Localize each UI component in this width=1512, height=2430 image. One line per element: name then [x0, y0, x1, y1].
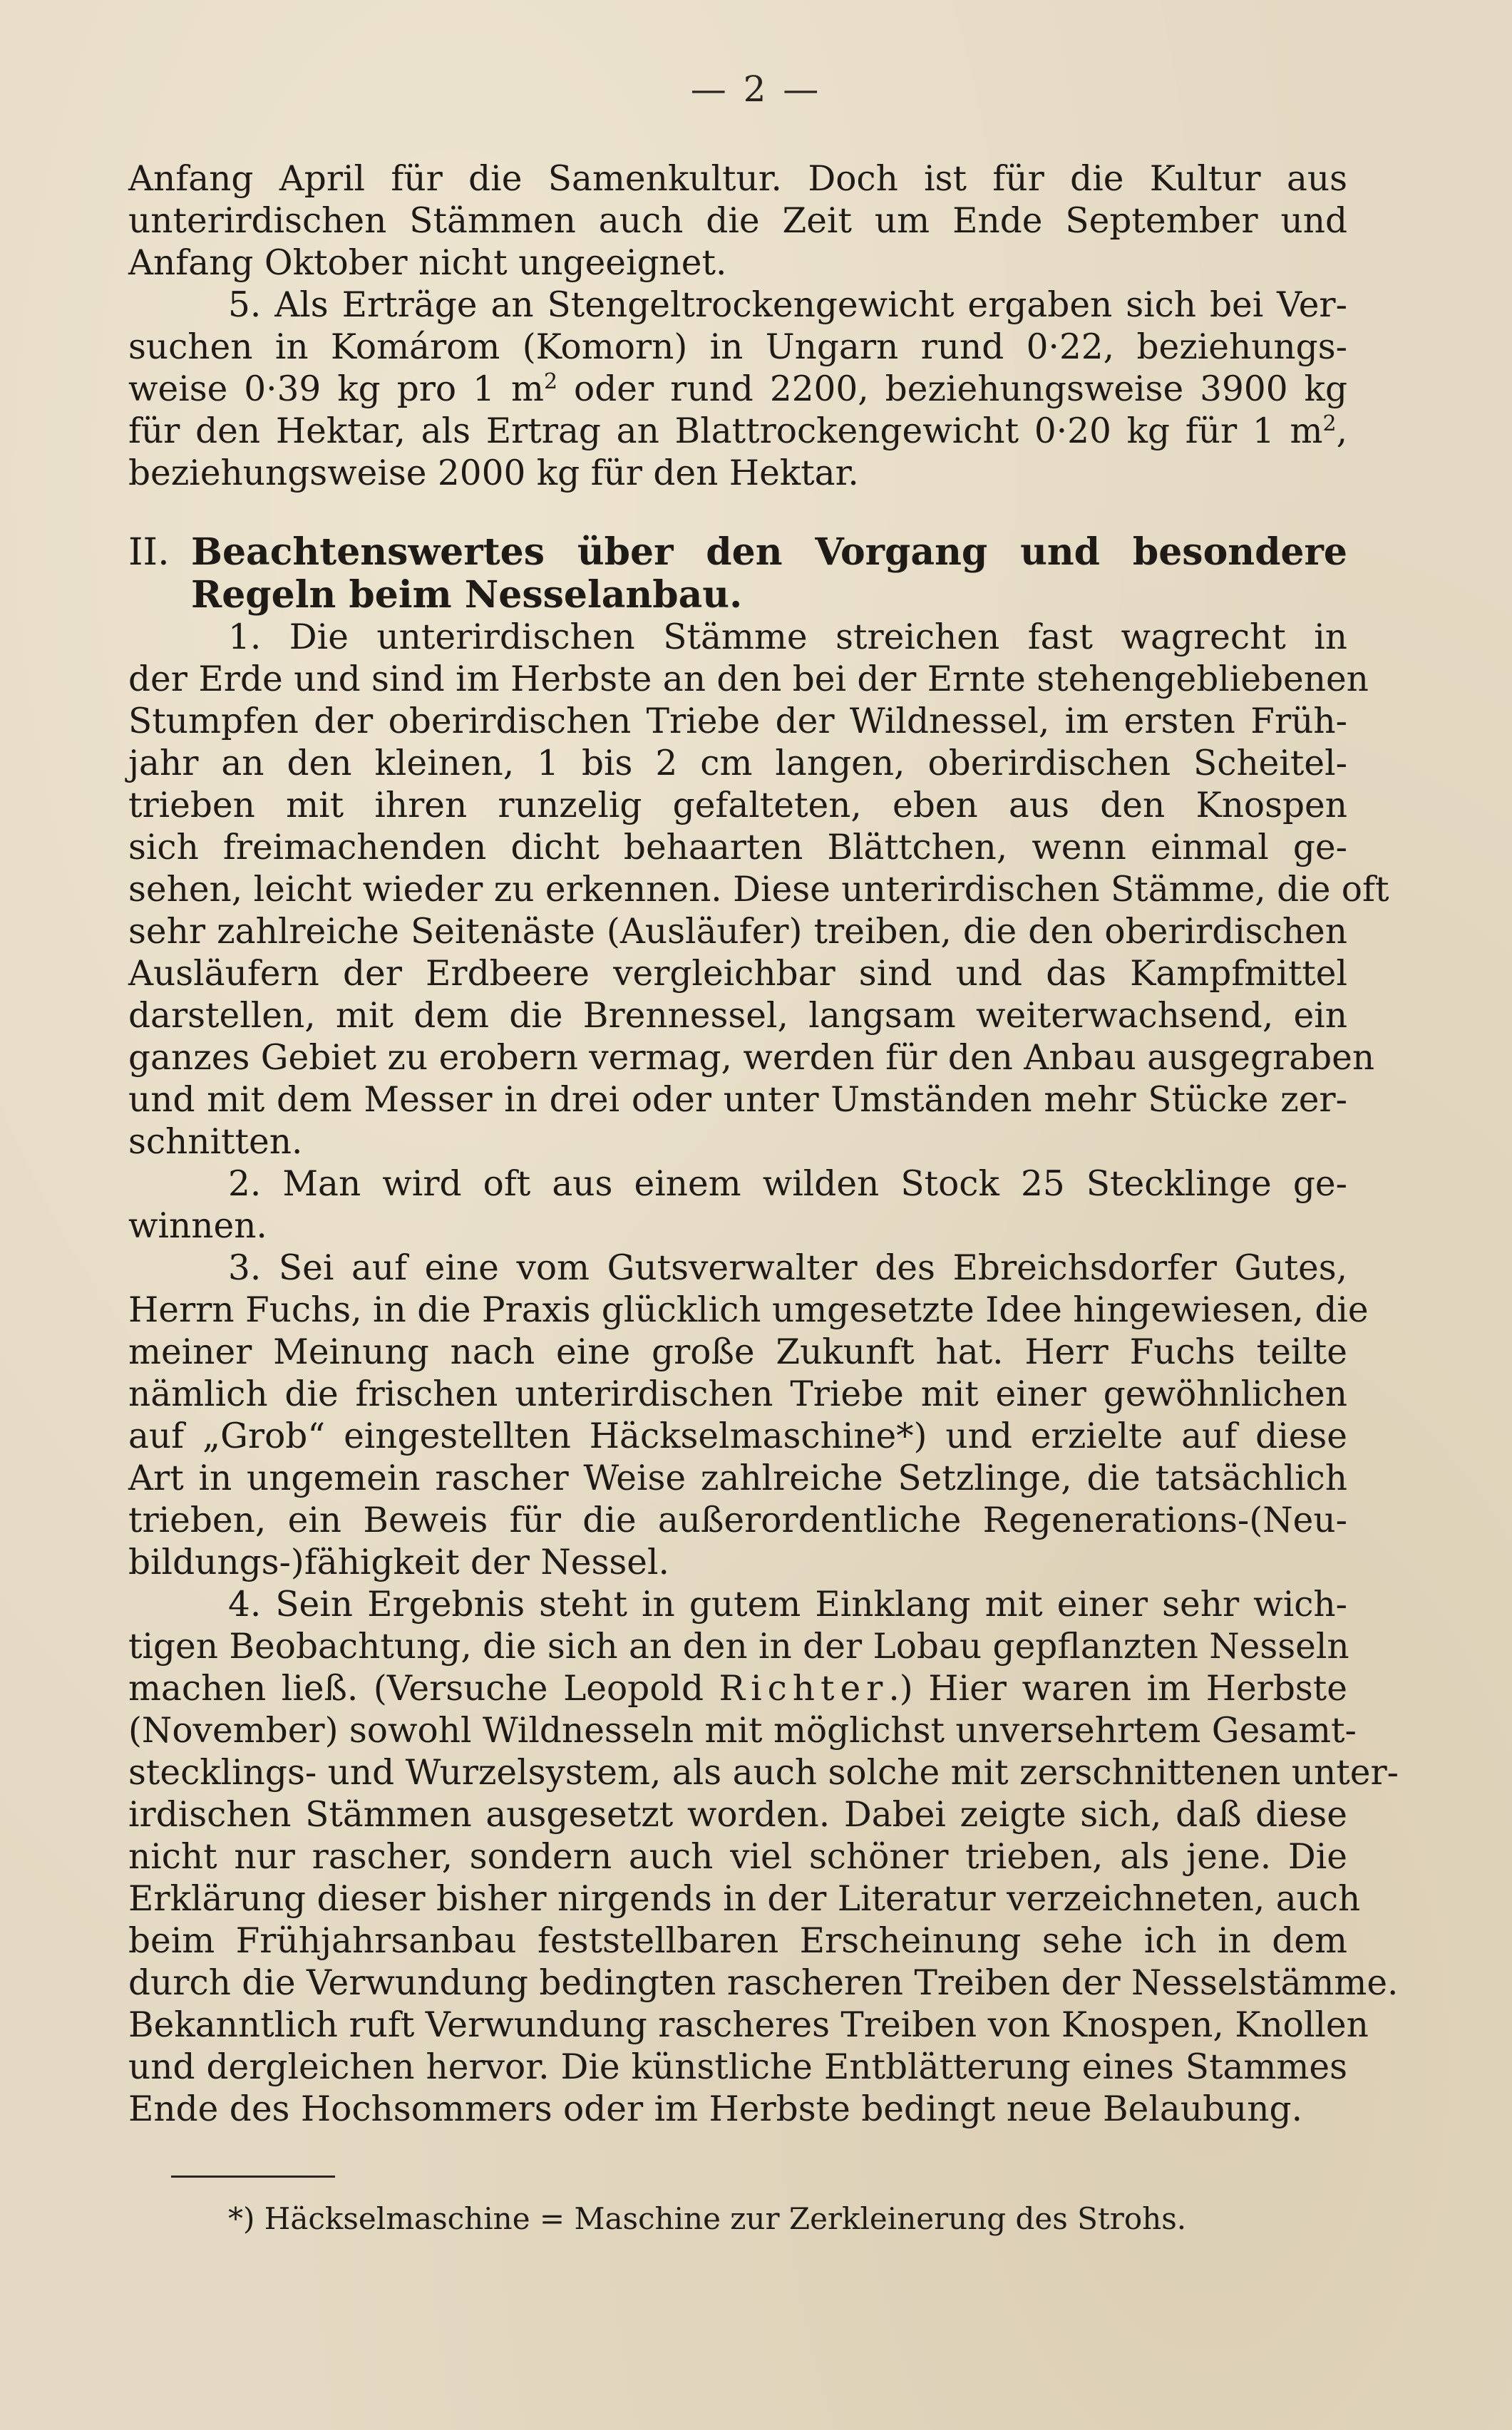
text-line: 4. Sein Ergebnis steht in gutem Einklang mit einer sehr wich-	[228, 1585, 1347, 1625]
text-line: durch die Verwundung bedingten rascheren Treiben der Nesselstämme.	[128, 1963, 1399, 2003]
text-line: Anfang Oktober nicht ungeeignet.	[128, 243, 727, 283]
text-line: beziehungsweise 2000 kg für den Hektar.	[128, 453, 859, 493]
section-number: II.	[128, 531, 170, 574]
footnote-divider	[171, 2176, 335, 2178]
heading-line	[128, 531, 1347, 574]
text-fragment: oder rund 2200, beziehungsweise 3900 kg	[557, 369, 1347, 409]
paragraph-continuation	[128, 158, 1347, 284]
text-line: 3. Sei auf eine vom Gutsverwalter des Ebreichsdorfer Gutes,	[228, 1248, 1347, 1288]
text-line: der Erde und sind im Herbste an den bei der Ernte stehengebliebenen	[128, 659, 1369, 699]
text-line: unterirdischen Stämmen auch die Zeit um Ende September und	[128, 201, 1347, 241]
text-line: beim Frühjahrsanbau feststellbaren Erscheinung sehe ich in dem	[128, 1921, 1347, 1961]
text-line: (November) sowohl Wildnesseln mit möglichst unversehrtem Gesamt-	[128, 1711, 1357, 1751]
text-fragment: machen ließ. (Versuche Leopold	[128, 1669, 719, 1709]
heading-text: Beachtenswertes über den Vorgang und besondere	[191, 530, 1347, 574]
text-line: nicht nur rascher, sondern auch viel schöner trieben, als jene. Die	[128, 1837, 1347, 1877]
text-line: und dergleichen hervor. Die künstliche Entblätterung eines Stammes	[128, 2047, 1347, 2087]
text-line: Stumpfen der oberirdischen Triebe der Wildnessel, im ersten Früh-	[128, 701, 1347, 741]
text-line: darstellen, mit dem die Brennessel, langsam weiterwachsend, ein	[128, 996, 1347, 1036]
text-line: jahr an den kleinen, 1 bis 2 cm langen, oberirdischen Scheitel-	[128, 743, 1347, 783]
text-line: tigen Beobachtung, die sich an den in der Lobau gepflanzten Nesseln	[128, 1627, 1349, 1667]
text-line: Art in ungemein rascher Weise zahlreiche Setzlinge, die tatsächlich	[128, 1458, 1347, 1498]
text-line: ganzes Gebiet zu erobern vermag, werden für den Anbau ausgegraben	[128, 1038, 1375, 1078]
text-line: 5. Als Erträge an Stengeltrockengewicht ergaben sich bei Ver-	[228, 285, 1347, 325]
text-line: Bekanntlich ruft Verwundung rascheres Treiben von Knospen, Knollen	[128, 2005, 1369, 2045]
text-line: meiner Meinung nach eine große Zukunft hat. Herr Fuchs teilte	[128, 1332, 1347, 1372]
text-line	[128, 369, 1347, 411]
superscript: 2	[543, 369, 558, 394]
text-line: sich freimachenden dicht behaarten Blättchen, wenn einmal ge-	[128, 828, 1347, 868]
emphasized-name: Richter	[719, 1669, 889, 1709]
text-line: auf „Grob“ eingestellten Häckselmaschine*) und erzielte auf diese	[128, 1416, 1347, 1456]
text-line: winnen.	[128, 1206, 267, 1246]
top-text-block	[128, 158, 1347, 495]
text-line: trieben, ein Beweis für die außerordentliche Regenerations-(Neu-	[128, 1500, 1347, 1540]
text-line: Herrn Fuchs, in die Praxis glücklich umgesetzte Idee hingewiesen, die	[128, 1290, 1369, 1330]
superscript: 2	[1322, 411, 1337, 436]
text-line: schnitten.	[128, 1122, 303, 1162]
text-line: stecklings- und Wurzelsystem, als auch solche mit zerschnittenen unter-	[128, 1753, 1399, 1793]
text-fragment: ,	[1336, 411, 1347, 451]
paragraph-2	[128, 1163, 1347, 1247]
text-line: Ende des Hochsommers oder im Herbste bedingt neue Belaubung.	[128, 2089, 1302, 2129]
text-line	[128, 411, 1347, 453]
text-line: sehr zahlreiche Seitenäste (Ausläufer) treiben, die den oberirdischen	[128, 912, 1347, 952]
text-line: suchen in Komárom (Komorn) in Ungarn rund 0·22, beziehungs-	[128, 327, 1347, 367]
main-text-block	[128, 530, 1399, 2131]
paragraph-4	[128, 1584, 1399, 2131]
text-line: nämlich die frischen unterirdischen Triebe mit einer gewöhnlichen	[128, 1374, 1347, 1414]
text-line: 1. Die unterirdischen Stämme streichen fast wagrecht in	[228, 617, 1347, 657]
text-line: trieben mit ihren runzelig gefalteten, eben aus den Knospen	[128, 786, 1347, 825]
text-line: Anfang April für die Samenkultur. Doch ist für die Kultur aus	[128, 159, 1347, 199]
text-line: bildungs-)fähigkeit der Nessel.	[128, 1543, 669, 1582]
text-line: Ausläufern der Erdbeere vergleichbar sind und das Kampfmittel	[128, 954, 1347, 994]
paragraph-1	[128, 617, 1389, 1163]
text-fragment: für den Hektar, als Ertrag an Blattrockengewicht 0·20 kg für 1 m	[128, 411, 1323, 451]
text-line: 2. Man wird oft aus einem wilden Stock 25 Stecklinge ge-	[228, 1164, 1347, 1204]
text-line	[128, 1668, 1347, 1710]
text-line: Erklärung dieser bisher nirgends in der Literatur verzeichneten, auch	[128, 1879, 1361, 1919]
text-fragment: .) Hier waren im Herbste	[888, 1669, 1347, 1709]
page-number: — 2 —	[690, 68, 822, 110]
paragraph-item-5	[128, 284, 1347, 495]
text-line: sehen, leicht wieder zu erkennen. Diese unterirdischen Stämme, die oft	[128, 870, 1389, 910]
text-line: und mit dem Messer in drei oder unter Umständen mehr Stücke zer-	[128, 1080, 1347, 1120]
footnote: *) Häckselmaschine = Maschine zur Zerkleinerung des Strohs.	[228, 2201, 1187, 2236]
text-line: irdischen Stämmen ausgesetzt worden. Dabei zeigte sich, daß diese	[128, 1795, 1347, 1835]
paragraph-3	[128, 1247, 1369, 1584]
text-fragment: weise 0·39 kg pro 1 m	[128, 369, 544, 409]
section-heading	[128, 531, 1347, 617]
heading-line: Regeln beim Nesselanbau.	[191, 573, 743, 617]
